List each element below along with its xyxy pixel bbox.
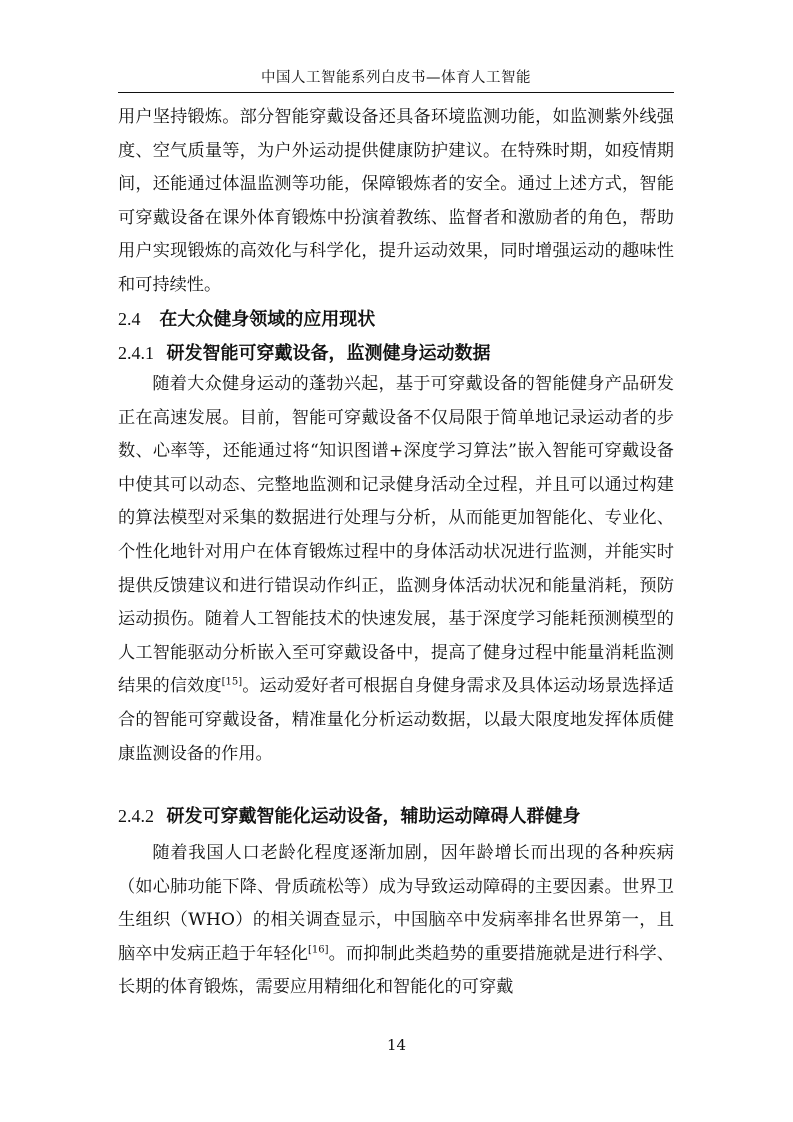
section-heading-2-4 [118, 305, 674, 331]
subsection-title: 研发智能可穿戴设备，监测健身运动数据 [166, 343, 491, 364]
citation-ref: [16] [308, 944, 329, 956]
page-number: 14 [386, 1036, 407, 1054]
subsection-number: 2.4.2 [118, 806, 154, 826]
subsection-heading-2-4-2 [118, 802, 674, 828]
paragraph-text: 随着我国人口老龄化程度逐渐加剧，因年龄增长而出现的各种疾病（如心肺功能下降、骨质疏松等）成为导致运动障碍的主要因素。世界卫生组织（WHO）的相关调查显示，中国脑卒中发病率排名世界第一，且脑卒中发病正趋于年轻化 [118, 843, 674, 964]
header-rule [118, 92, 674, 93]
paragraph-continued: 用户坚持锻炼。部分智能穿戴设备还具备环境监测功能，如监测紫外线强度、空气质量等，为户外运动提供健康防护建议。在特殊时期，如疫情期间，还能通过体温监测等功能，保障锻炼者的安全。通过上述方式，智能可穿戴设备在课外体育锻炼中扮演着教练、监督者和激励者的角色，帮助用户实现锻炼的高效化与科学化，提升运动效果，同时增强运动的趣味性和可持续性。 [118, 107, 674, 295]
paragraph-fitness-devices [118, 368, 674, 771]
subsection-heading-2-4-1 [118, 339, 674, 365]
subsection-title: 研发可穿戴智能化运动设备，辅助运动障碍人群健身 [166, 806, 581, 827]
subsection-number: 2.4.1 [118, 343, 154, 363]
citation-ref: [15] [221, 676, 243, 688]
paragraph-text: 随着大众健身运动的蓬勃兴起，基于可穿戴设备的智能健身产品研发正在高速发展。目前，智能可穿戴设备不仅局限于简单地记录运动者的步数、心率等，还能通过将“知识图谱+深度学习算法”嵌入智能可穿戴设备中使其可以动态、完整地监测和记录健身活动全过程，并且可以通过构建的算法模型对采集的数据进行处理与分析，从而能更加智能化、专业化、个性化地针对用户在体育锻炼过程中的身体活动状况进行监测，并能实时提供反馈建议和进行错误动作纠正，监测身体活动状况和能量消耗，预防运动损伤。随着人工智能技术的快速发展，基于深度学习能耗预测模型的人工智能驱动分析嵌入至可穿戴设备中，提高了健身过程中能量消耗监测结果的信效度 [118, 374, 674, 697]
paragraph-mobility-impaired [118, 837, 674, 1005]
section-title: 在大众健身领域的应用现状 [159, 309, 376, 330]
running-header: 中国人工智能系列白皮书—体育人工智能 [261, 70, 531, 86]
section-number: 2.4 [118, 309, 141, 329]
paragraph-text: 。运动爱好者可根据自身健身需求及具体运动场景选择适合的智能可穿戴设备，精准量化分析运动数据，以最大限度地发挥体质健康监测设备的作用。 [118, 676, 674, 764]
paragraph-text: 。而抑制此类趋势的重要措施就是进行科学、长期的体育锻炼，需要应用精细化和智能化的可穿戴 [118, 943, 674, 998]
